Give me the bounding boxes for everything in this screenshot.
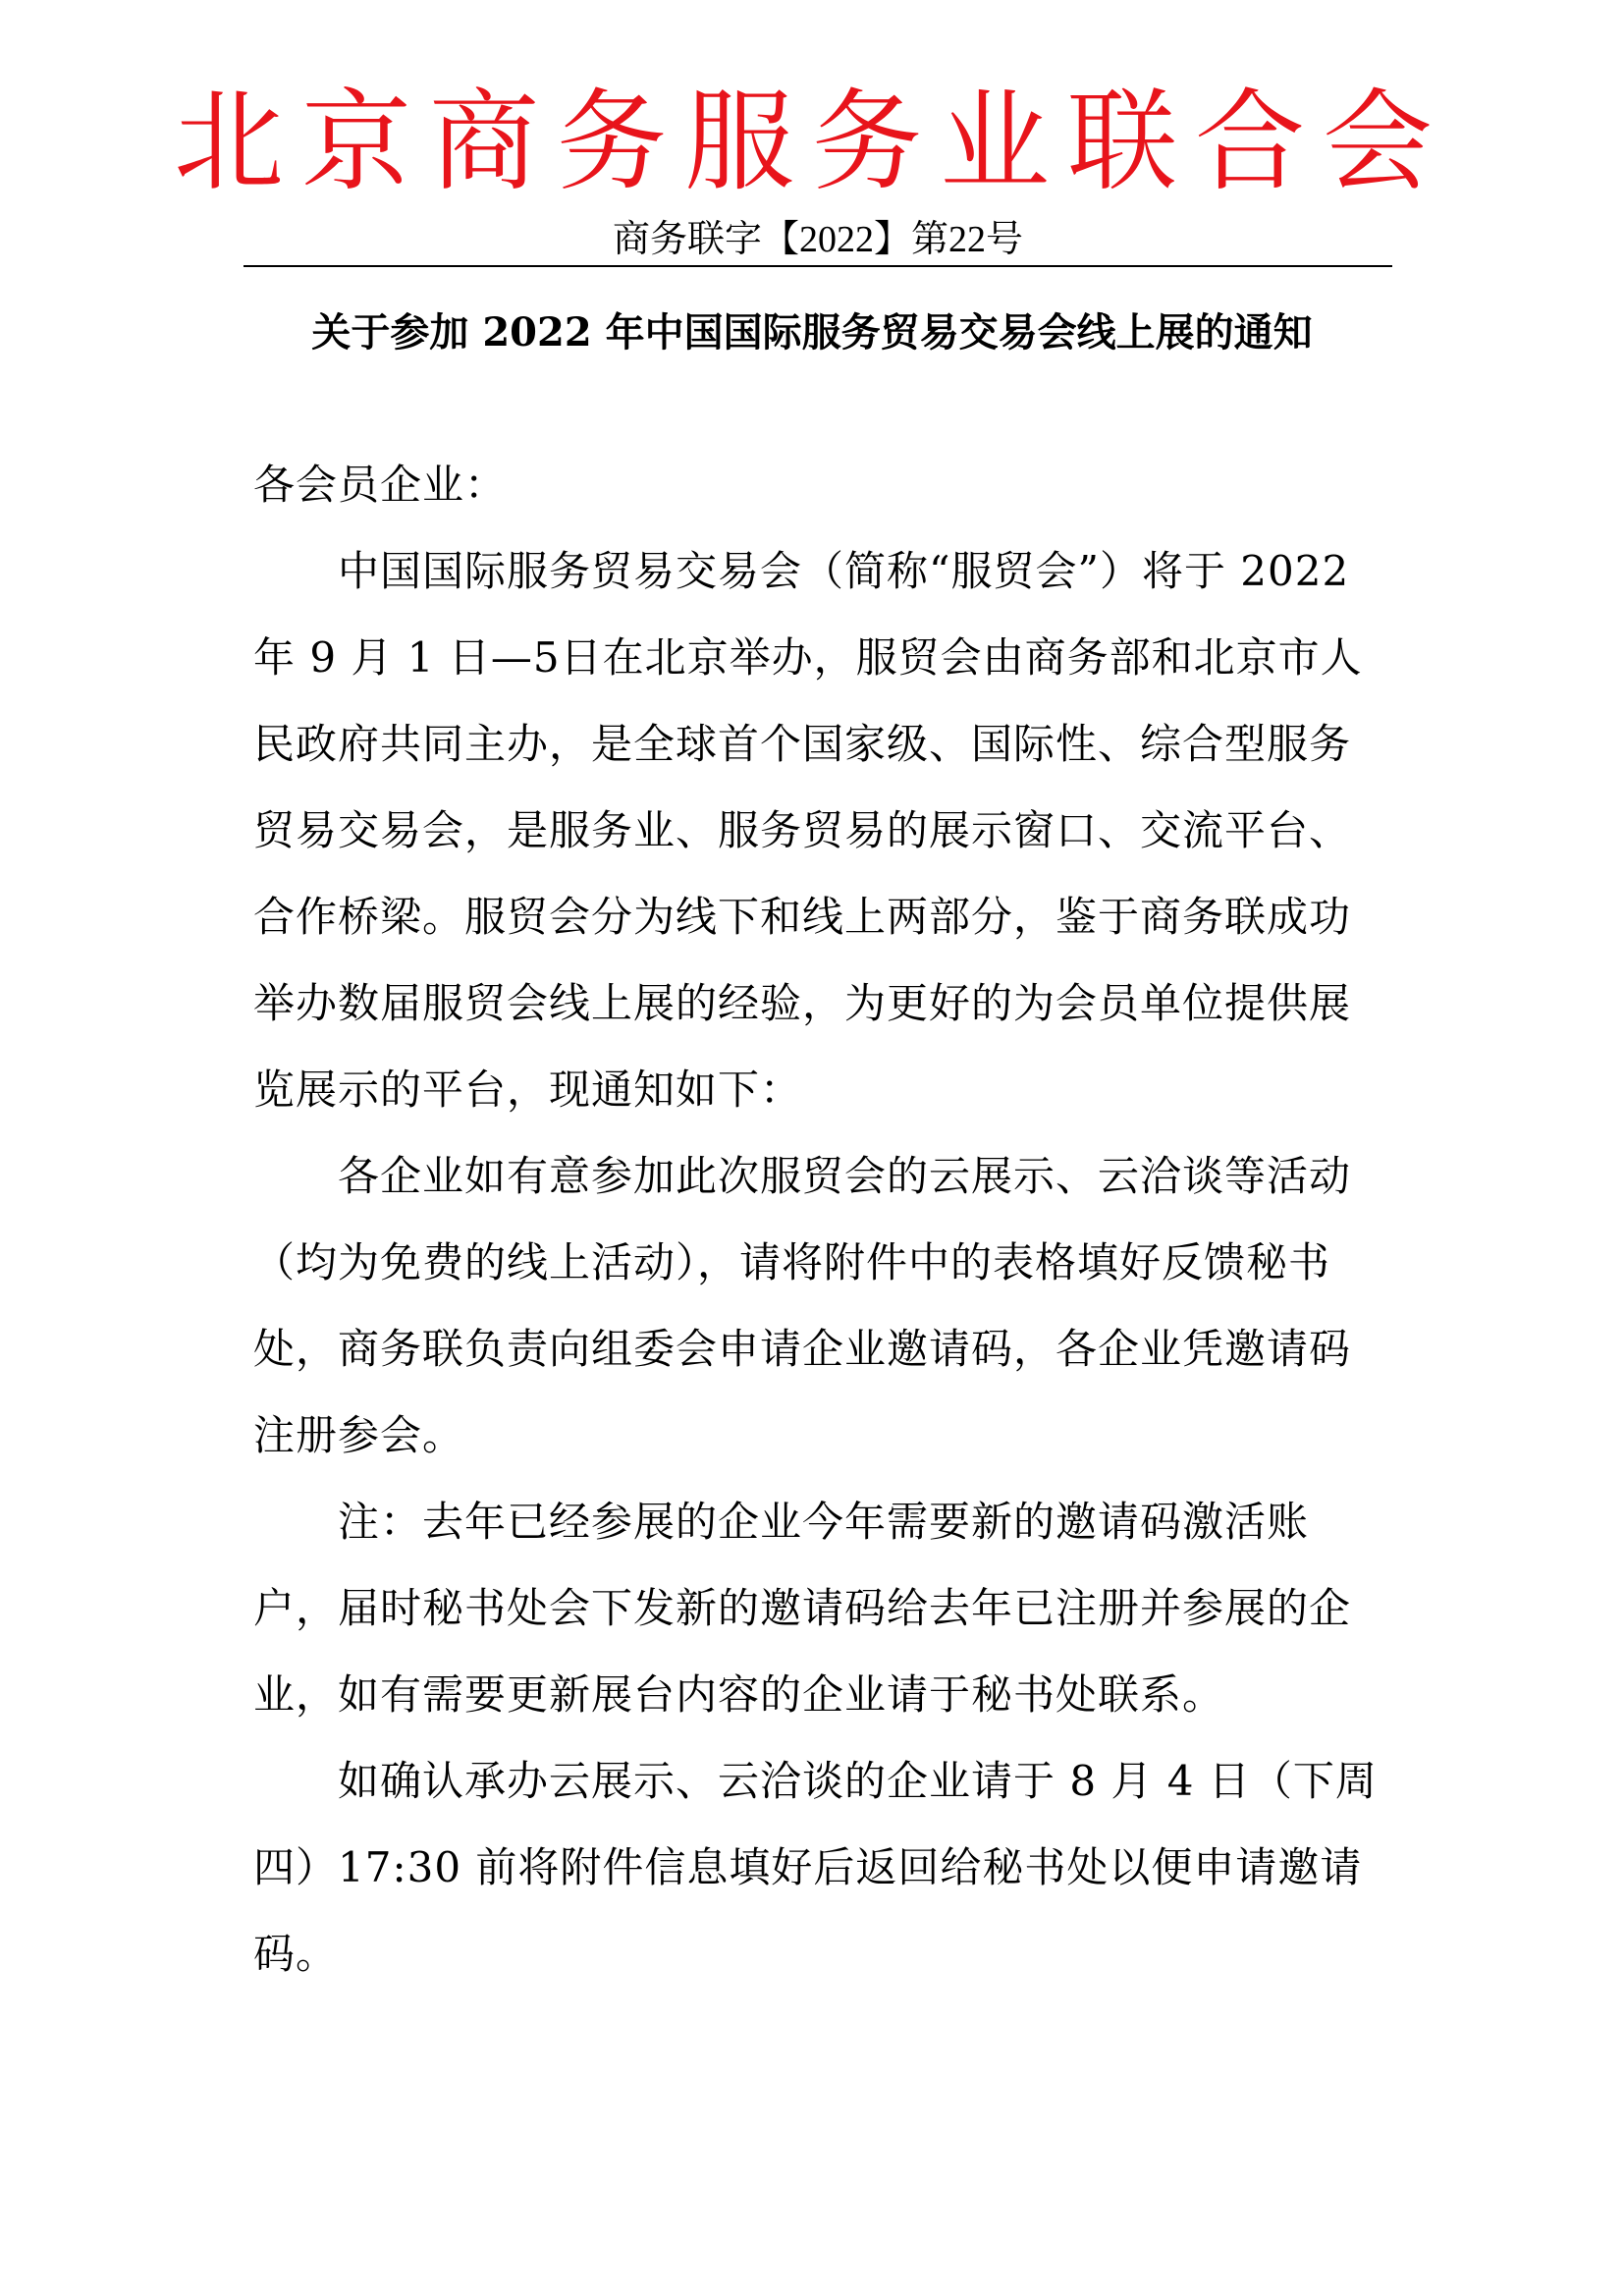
header-divider <box>244 265 1392 267</box>
notice-title: 关于参加 2022 年中国国际服务贸易交易会线上展的通知 <box>311 309 1313 355</box>
salutation: 各会员企业： <box>253 461 508 509</box>
organization-header: 北京商务服务业联合会 <box>174 79 1450 206</box>
paragraph-participation: 各企业如有意参加此次服贸会的云展示、云洽谈等活动（均为免费的线上活动），请将附件中的表格填好反馈秘书处，商务联负责向组委会申请企业邀请码，各企业凭邀请码注册参会。 <box>253 1152 1352 1459</box>
paragraph-intro: 中国国际服务贸易交易会（简称“服贸会”）将于 2022 年 9 月 1 日—5日在北京举办，服贸会由商务部和北京市人民政府共同主办，是全球首个国家级、国际性、综合型服务贸易交易会，是服务业、服务贸易的展示窗口、交流平台、合作桥梁。服贸会分为线下和线上两部分，鉴于商务联成功举办数届服贸会线上展的经验，为更好的为会员单位提供展览展示的平台，现通知如下： <box>253 547 1363 1114</box>
document-number: 商务联字【2022】第22号 <box>612 219 1023 260</box>
paragraph-note: 注：去年已经参展的企业今年需要新的邀请码激活账户，届时秘书处会下发新的邀请码给去年已注册并参展的企业，如有需要更新展台内容的企业请于秘书处联系。 <box>253 1498 1352 1719</box>
notice-body <box>253 442 1382 1997</box>
paragraph-deadline: 如确认承办云展示、云洽谈的企业请于 8 月 4 日（下周四）17:30 前将附件信息填好后返回给秘书处以便申请邀请码。 <box>253 1757 1378 1978</box>
